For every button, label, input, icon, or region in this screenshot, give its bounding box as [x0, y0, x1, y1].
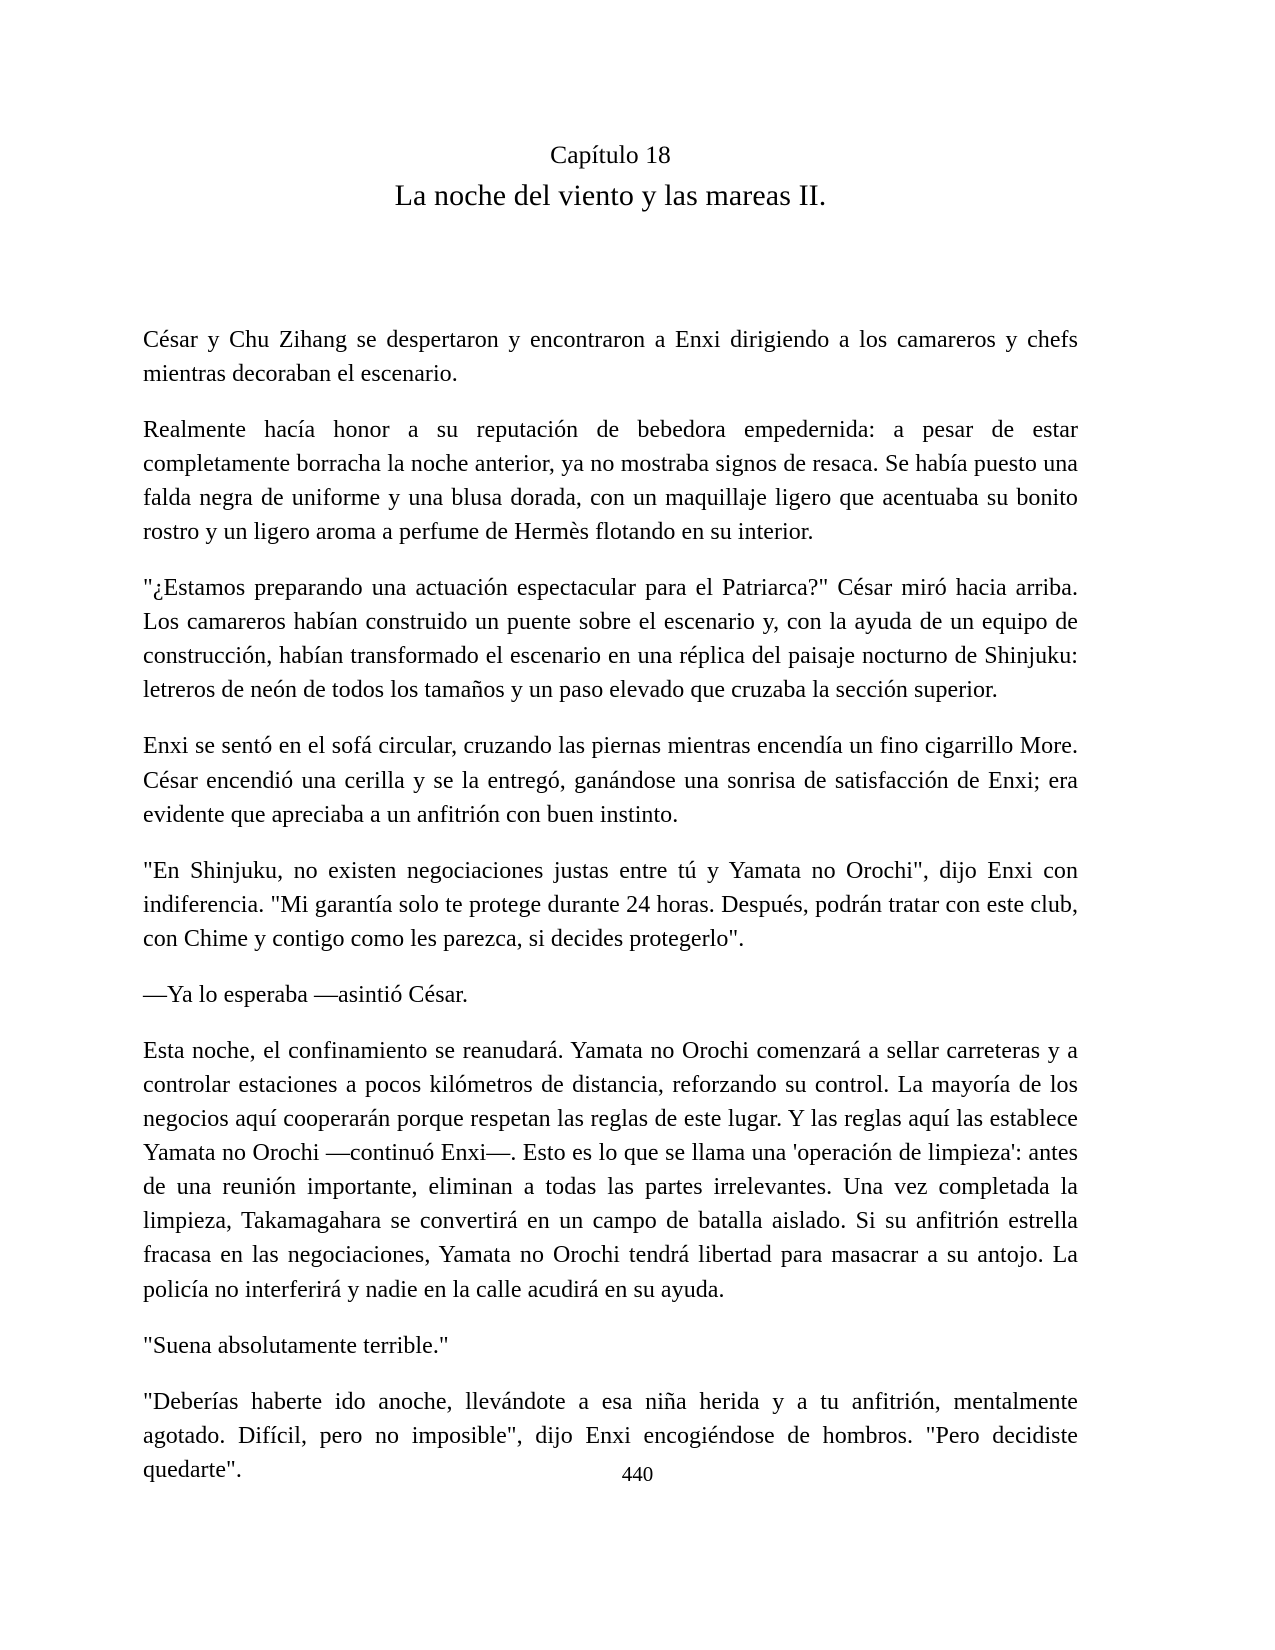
paragraph: "Suena absolutamente terrible.": [143, 1332, 449, 1359]
chapter-heading: [143, 138, 1078, 215]
page-content: [143, 0, 1078, 1487]
paragraph: Enxi se sentó en el sofá circular, cruzando las piernas mientras encendía un fino cigarrillo More. César encendió una cerilla y se la entregó, ganándose una sonrisa de satisfacción de Enxi; era evidente que apreciaba a un anfitrión con buen instinto.: [143, 733, 1078, 828]
chapter-title: La noche del viento y las mareas II.: [394, 178, 827, 212]
paragraph: Realmente hacía honor a su reputación de bebedora empedernida: a pesar de estar completamente borracha la noche anterior, ya no mostraba signos de resaca. Se había puesto una falda negra de uniforme y una blusa dorada, con un maquillaje ligero que acentuaba su bonito rostro y un ligero aroma a perfume de Hermès flotando en su interior.: [143, 416, 1078, 546]
paragraph: "¿Estamos preparando una actuación espectacular para el Patriarca?" César miró hacia arriba. Los camareros habían construido un puente sobre el escenario y, con la ayuda de un equipo de construcción, habían transformado el escenario en una réplica del paisaje nocturno de Shinjuku: letreros de neón de todos los tamaños y un paso elevado que cruzaba la sección superior.: [143, 575, 1078, 704]
paragraph: "En Shinjuku, no existen negociaciones justas entre tú y Yamata no Orochi", dijo Enxi con indiferencia. "Mi garantía solo te protege durante 24 horas. Después, podrán tratar con este club, con Chime y contigo como les parezca, si decides protegerlo".: [143, 857, 1078, 952]
paragraph: —Ya lo esperaba —asintió César.: [143, 981, 469, 1008]
body-text: [143, 323, 1078, 1487]
paragraph: César y Chu Zihang se despertaron y encontraron a Enxi dirigiendo a los camareros y chefs mientras decoraban el escenario.: [143, 326, 1078, 387]
chapter-number: Capítulo 18: [550, 140, 671, 169]
page-number: 440: [621, 1462, 654, 1486]
paragraph: "Deberías haberte ido anoche, llevándote a esa niña herida y a tu anfitrión, mentalmente agotado. Difícil, pero no imposible", dijo Enxi encogiéndose de hombros. "Pero decidiste quedarte".: [143, 1388, 1078, 1483]
paragraph: Esta noche, el confinamiento se reanudará. Yamata no Orochi comenzará a sellar carreteras y a controlar estaciones a pocos kilómetros de distancia, reforzando su control. La mayoría de los negocios aquí cooperarán porque respetan las reglas de este lugar. Y las reglas aquí las establece Yamata no Orochi —continuó Enxi—. Esto es lo que se llama una 'operación de limpieza': antes de una reunión importante, eliminan a todas las partes irrelevantes. Una vez completada la limpieza, Takamagahara se convertirá en un campo de batalla aislado. Si su anfitrión estrella fracasa en las negociaciones, Yamata no Orochi tendrá libertad para masacrar a su antojo. La policía no interferirá y nadie en la calle acudirá en su ayuda.: [143, 1037, 1078, 1303]
